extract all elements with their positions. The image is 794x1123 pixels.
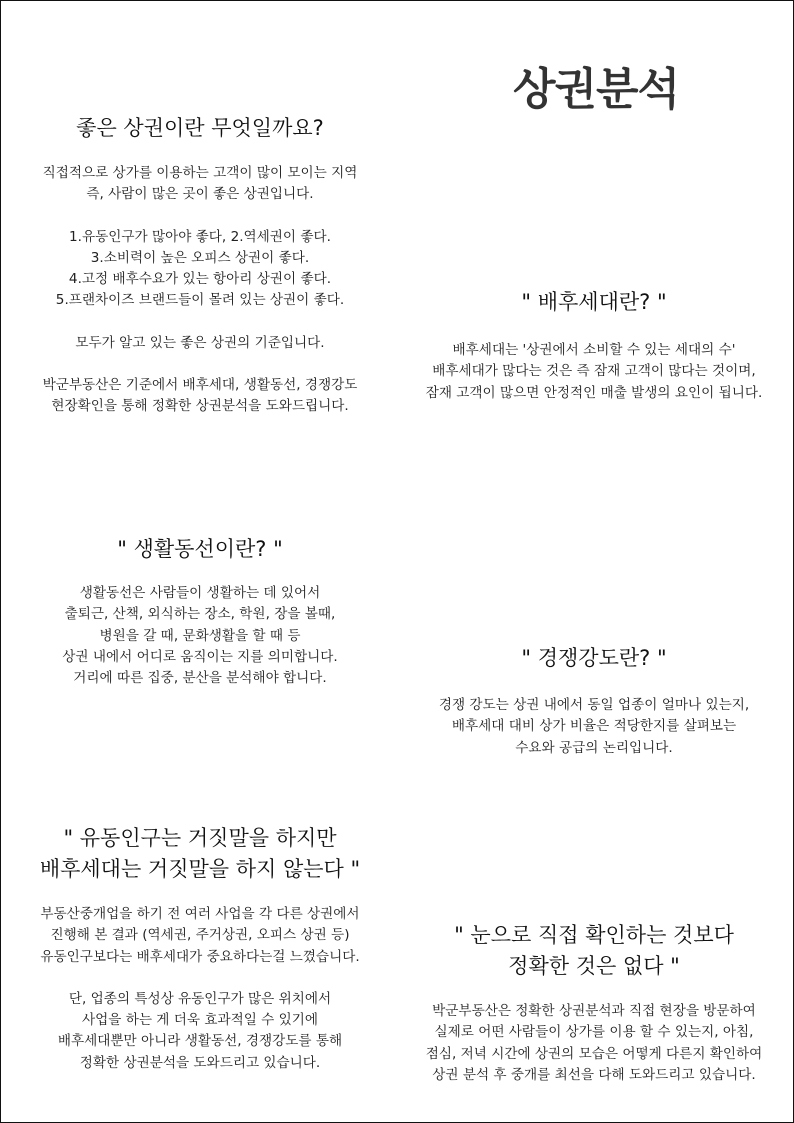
page-title: 상권분석	[512, 64, 679, 115]
body-line: 1.유동인구가 많아야 좋다, 2.역세권이 좋다.	[69, 228, 331, 245]
body-line: 진행해 본 결과 (역세권, 주거상권, 오피스 상권 등)	[50, 927, 350, 944]
body-line: 정확한 상권분석을 도와드리고 있습니다.	[79, 1054, 321, 1071]
body-line: 4.고정 배후수요가 있는 항아리 상권이 좋다.	[68, 271, 332, 288]
heading-line: 정확한 것은 없다 "	[508, 954, 680, 978]
body-line: 배후세대 대비 상가 비율은 적당한지를 살펴보는	[451, 718, 737, 735]
section-heading: " 배후세대란? "	[521, 290, 667, 314]
body-line: 박군부동산은 기준에서 배후세대, 생활동선, 경쟁강도	[42, 377, 358, 394]
body-line: 실제로 어떤 사람들이 상가를 이용 할 수 있는지, 아침,	[434, 1024, 754, 1041]
body-line: 5.프랜차이즈 브랜드들이 몰려 있는 상권이 좋다.	[55, 292, 345, 309]
section-good-area	[5, 113, 395, 418]
body-line: 점심, 저녁 시간에 상권의 모습은 어떻게 다른지 확인하여	[425, 1045, 763, 1062]
body-line: 직접적으로 상가를 이용하는 고객이 많이 모이는 지역	[42, 165, 358, 181]
section-life-path	[5, 534, 395, 689]
section-body	[5, 163, 395, 418]
section-body	[397, 1001, 791, 1086]
body-line: 3.소비력이 높은 오피스 상권이 좋다.	[90, 249, 310, 266]
section-heading: " 경쟁강도란? "	[521, 646, 667, 670]
section-heading: " 생활동선이란? "	[117, 537, 283, 561]
heading-line: " 유동인구는 거짓말을 하지만	[63, 826, 337, 850]
body-line: 경쟁 강도는 상권 내에서 동일 업종이 얼마나 있는지,	[438, 697, 750, 713]
body-line: 유동인구보다는 배후세대가 중요하다는걸 느꼈습니다.	[40, 948, 360, 965]
section-heading	[397, 920, 791, 982]
section-body	[397, 695, 791, 759]
heading-line: 배후세대는 거짓말을 하지 않는다 "	[39, 857, 361, 881]
body-line: 배후세대뿐만 아니라 생활동선, 경쟁강도를 통해	[57, 1033, 343, 1050]
body-line: 현장확인을 통해 정확한 상권분석을 도와드립니다.	[51, 398, 349, 415]
body-line: 상권 분석 후 중개를 최선을 다해 도와드리고 있습니다.	[432, 1066, 756, 1083]
body-line: 단, 업종의 특성상 유동인구가 많은 위치에서	[68, 990, 332, 1007]
body-line: 거리에 따른 집중, 분산을 분석해야 합니다.	[73, 670, 327, 687]
heading-line: " 눈으로 직접 확인하는 것보다	[454, 923, 734, 947]
section-see-yourself	[397, 920, 791, 1086]
section-background	[397, 287, 791, 404]
section-floating-population	[5, 823, 395, 1074]
body-line: 출퇴근, 산책, 외식하는 장소, 학원, 장을 볼때,	[64, 606, 336, 623]
body-line: 생활동선은 사람들이 생활하는 데 있어서	[79, 585, 321, 601]
body-line: 상권 내에서 어디로 움직이는 지를 의미합니다.	[62, 648, 338, 665]
section-competition	[397, 643, 791, 759]
body-line: 부동산중개업을 하기 전 여러 사업을 각 다른 상권에서	[40, 906, 360, 922]
section-body	[5, 904, 395, 1074]
body-line: 배후세대는 '상권에서 소비할 수 있는 세대의 수'	[452, 342, 736, 358]
body-line: 모두가 알고 있는 좋은 상권의 기준입니다.	[75, 334, 325, 351]
body-line: 박군부동산은 정확한 상권분석과 직접 현장을 방문하여	[432, 1003, 756, 1019]
body-line: 수요와 공급의 논리입니다.	[515, 739, 673, 756]
body-line: 즉, 사람이 많은 곳이 좋은 상권입니다.	[86, 186, 314, 203]
body-line: 병원을 갈 때, 문화생활을 할 때 등	[99, 627, 301, 644]
body-line: 잠재 고객이 많으면 안정적인 매출 발생의 요인이 됩니다.	[425, 384, 763, 401]
body-line: 사업을 하는 게 더욱 효과적일 수 있기에	[81, 1012, 319, 1029]
section-body	[5, 583, 395, 689]
body-line: 배후세대가 많다는 것은 즉 잠재 고객이 많다는 것이며,	[432, 363, 756, 380]
section-heading	[5, 823, 395, 885]
section-body	[397, 340, 791, 404]
section-heading: 좋은 상권이란 무엇일까요?	[76, 116, 324, 140]
